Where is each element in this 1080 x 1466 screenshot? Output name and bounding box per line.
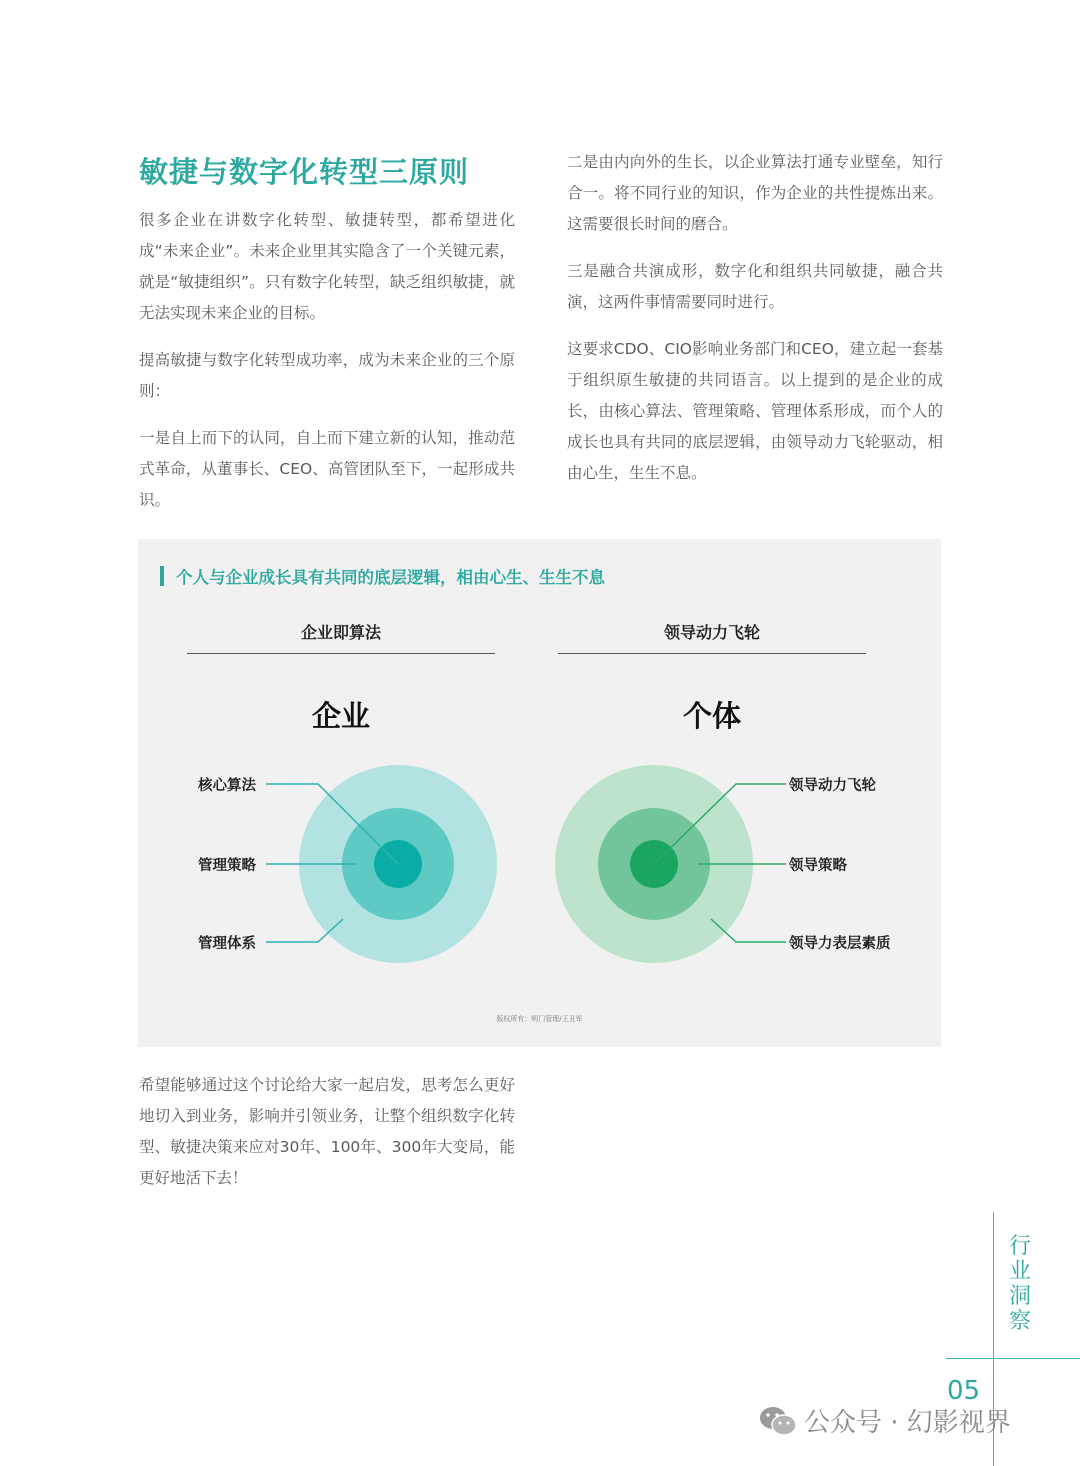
right-label-quality: 领导力表层素质 bbox=[789, 936, 891, 952]
left-big-label: 企业 bbox=[311, 699, 370, 733]
right-subtitle: 领导动力飞轮 bbox=[663, 623, 760, 642]
paragraph: 一是自上而下的认同，自上而下建立新的认知，推动范式革命，从董事长、CEO、高管团队至下，一起形成共识。 bbox=[139, 429, 515, 509]
left-subtitle: 企业即算法 bbox=[300, 623, 381, 642]
closing-paragraph: 希望能够通过这个讨论给大家一起启发，思考怎么更好地切入到业务，影响并引领业务，让整个组织数字化转型、敏捷决策来应对30年、100年、300年大变局，能更好地活下去！ bbox=[139, 1076, 515, 1187]
figure-panel bbox=[138, 539, 941, 1047]
watermark-text: 公众号 · 幻影视界 bbox=[804, 1408, 1011, 1438]
right-label-flywheel: 领导动力飞轮 bbox=[789, 778, 876, 794]
paragraph: 很多企业在讲数字化转型、敏捷转型，都希望进化成“未来企业”。未来企业里其实隐含了一个关键元素，就是“敏捷组织”。只有数字化转型，缺乏组织敏捷，就无法实现未来企业的目标。 bbox=[139, 211, 515, 322]
paragraph: 三是融合共演成形，数字化和组织共同敏捷，融合共演，这两件事情需要同时进行。 bbox=[567, 262, 943, 311]
section-label-text: 行 业 洞 察 bbox=[1008, 1234, 1031, 1334]
left-label-core: 核心算法 bbox=[198, 778, 256, 794]
right-big-label: 个体 bbox=[682, 699, 741, 733]
left-label-strategy: 管理策略 bbox=[198, 858, 256, 874]
article-title: 敏捷与数字化转型三原则 bbox=[139, 155, 470, 189]
left-column bbox=[139, 205, 515, 532]
right-label-strategy: 领导策略 bbox=[789, 858, 847, 874]
left-label-system: 管理体系 bbox=[198, 936, 256, 952]
wechat-icon bbox=[758, 1404, 798, 1438]
section-label bbox=[1008, 1234, 1032, 1334]
sidebar-horizontal-rule bbox=[946, 1358, 1080, 1359]
paragraph: 二是由内向外的生长，以企业算法打通专业壁垒，知行合一。将不同行业的知识，作为企业的共性提炼出来。这需要很长时间的磨合。 bbox=[567, 153, 943, 233]
watermark bbox=[758, 1402, 1011, 1439]
figure-heading: 个人与企业成长具有共同的底层逻辑，相由心生、生生不息 bbox=[176, 568, 605, 587]
copyright-note: 版权所有：明门管理/王丑军 bbox=[496, 1015, 583, 1023]
page-number: 05 bbox=[947, 1376, 981, 1406]
paragraph: 这要求CDO、CIO影响业务部门和CEO，建立起一套基于组织原生敏捷的共同语言。以上提到的是企业的成长，由核心算法、管理策略、管理体系形成，而个人的成长也具有共同的底层逻辑，由领导动力飞轮驱动，相由心生，生生不息。 bbox=[567, 340, 943, 482]
right-column bbox=[567, 147, 943, 505]
paragraph: 提高敏捷与数字化转型成功率，成为未来企业的三个原则： bbox=[139, 351, 515, 400]
